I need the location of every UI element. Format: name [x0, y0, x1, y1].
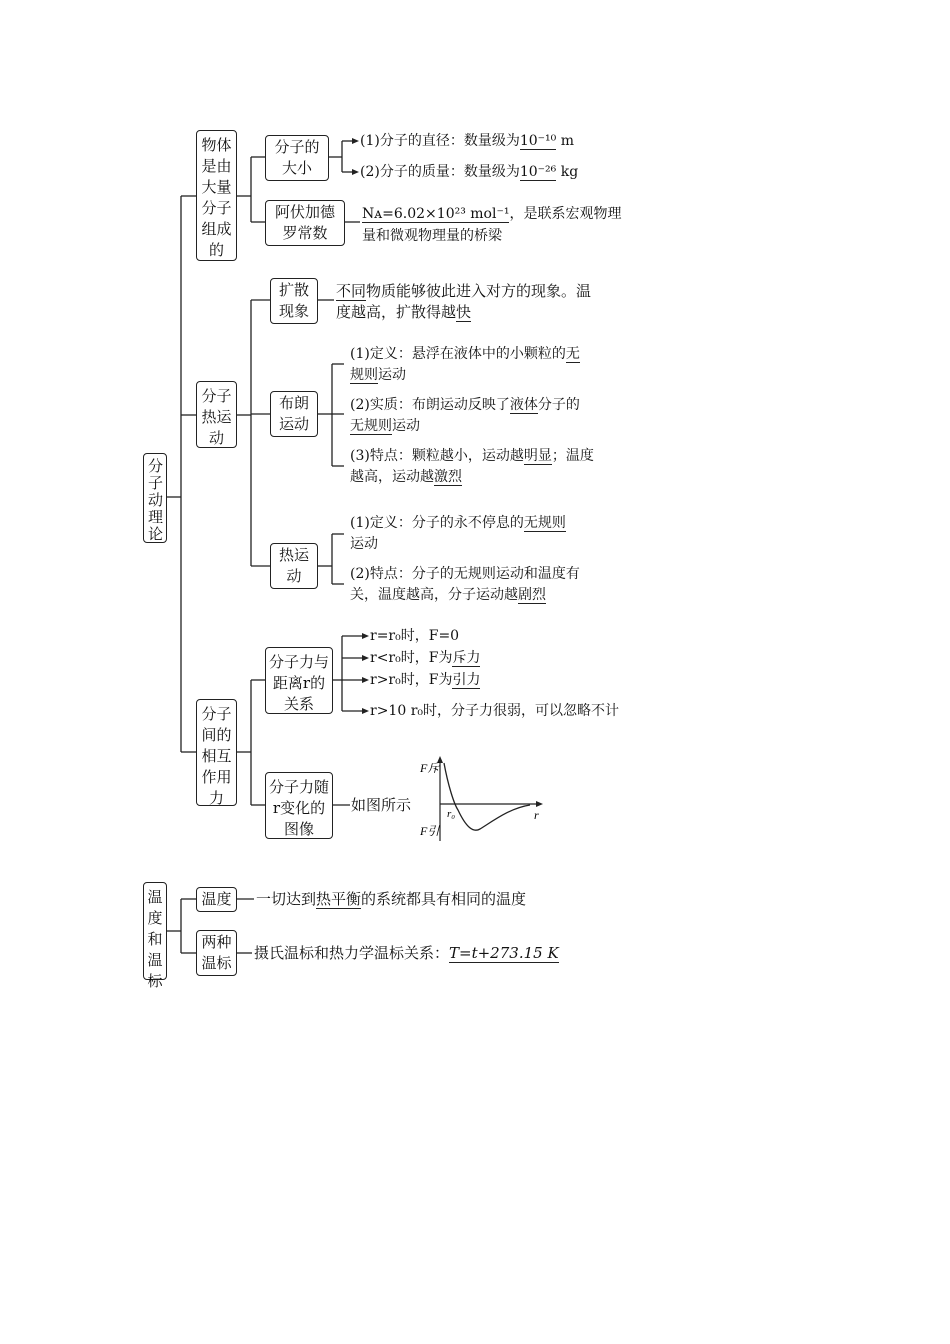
node-avogadro [265, 200, 345, 246]
node-temp-scales-label: 两种温标 [201, 933, 232, 972]
brownian-definition [350, 344, 580, 386]
force-case-equal-text: r=r₀时，F=0 [370, 628, 460, 644]
force-case-less-text: r<r₀时，F为 [370, 650, 453, 666]
thermal-p1b: 运动 [350, 536, 378, 552]
brownian-p1b-u: 规则 [350, 367, 378, 383]
node-thermal-label: 热运动 [278, 546, 309, 585]
temperature-text-u: 热平衡 [316, 890, 362, 908]
force-case-greater [370, 670, 480, 691]
diffusion-u2: 快 [456, 303, 472, 321]
node-intermolecular-force-label: 分子间的相互作用力 [201, 705, 232, 807]
graph-caption-text: 如图所示 [351, 796, 412, 814]
mass-text [360, 162, 578, 183]
avogadro-desc2: 量和微观物理量的桥梁 [362, 228, 502, 244]
diffusion-text [336, 281, 591, 323]
brownian-p1a: (1)定义：悬浮在液体中的小颗粒的 [350, 346, 566, 362]
mass-value: 10⁻²⁶ [519, 164, 557, 180]
thermal-definition [350, 513, 566, 555]
diameter-text [360, 131, 574, 152]
force-case-greater-text: r>r₀时，F为 [370, 672, 453, 688]
brownian-p2b-u: 无规则 [350, 418, 392, 434]
node-temperature [196, 887, 237, 912]
brownian-p3a: (3)特点：颗粒越小，运动越 [350, 448, 524, 464]
diameter-value: 10⁻¹⁰ [519, 133, 557, 149]
brownian-p2a2: 分子的 [537, 397, 580, 413]
thermal-features [350, 564, 580, 606]
node-intermolecular-force [196, 699, 237, 806]
force-curve-graph [418, 755, 548, 845]
thermal-p2b: 关，温度越高，分子运动越 [350, 587, 518, 603]
force-case-far-text: r>10 r₀时，分子力很弱，可以忽略不计 [370, 703, 619, 719]
node-temperature-root-label: 温度和温标 [147, 888, 163, 990]
temperature-text2: 的系统都具有相同的温度 [361, 890, 527, 908]
root-title: 分子动理论 [148, 457, 164, 543]
brownian-p2a: (2)实质：布朗运动反映了 [350, 397, 510, 413]
graph-caption [351, 795, 411, 816]
node-molecule-composition-label: 物体是由大量分子组成的 [201, 136, 232, 259]
node-thermal [270, 543, 318, 589]
node-molecule-composition [196, 130, 237, 261]
node-force-graph-label: 分子力随r变化的图像 [268, 778, 329, 838]
node-molecule-size-label: 分子的大小 [274, 138, 320, 177]
diameter-unit: m [556, 133, 575, 149]
mass-unit: kg [556, 164, 579, 180]
temp-scales-text [254, 943, 559, 964]
temperature-text [256, 889, 526, 910]
avogadro-text [362, 203, 621, 247]
brownian-features [350, 446, 594, 488]
node-diffusion [270, 278, 318, 324]
brownian-p1a-u: 无 [565, 346, 580, 362]
node-force-graph [265, 772, 333, 839]
diameter-prefix: (1)分子的直径：数量级为 [360, 133, 520, 149]
force-case-less [370, 648, 480, 669]
diffusion-line2: 度越高，扩散得越 [336, 303, 457, 321]
mass-prefix: (2)分子的质量：数量级为 [360, 164, 520, 180]
graph-label-r0: r₀ [447, 808, 456, 820]
brownian-p3b: 越高，运动越 [350, 469, 434, 485]
temp-scales-formula: T=t+273.15 K [449, 944, 559, 962]
node-force-distance-label: 分子力与距离r的关系 [268, 653, 329, 713]
diffusion-u1: 不同 [336, 282, 367, 300]
graph-curve [444, 763, 530, 830]
thermal-p1a-u: 无规则 [523, 515, 566, 531]
thermal-p1a: (1)定义：分子的永不停息的 [350, 515, 524, 531]
node-temp-scales [196, 930, 237, 976]
brownian-p3b-u: 激烈 [434, 469, 462, 485]
node-brownian-label: 布朗运动 [278, 394, 309, 433]
thermal-p2a: (2)特点：分子的无规则运动和温度有 [350, 566, 580, 582]
node-thermal-motion-label: 分子热运动 [201, 387, 232, 447]
node-force-distance [265, 647, 333, 714]
node-temperature-label: 温度 [201, 890, 232, 908]
node-diffusion-label: 扩散现象 [278, 281, 309, 320]
node-thermal-motion [196, 381, 237, 448]
diffusion-line1: 物质能够彼此进入对方的现象。温 [366, 282, 592, 300]
temp-scales-desc: 摄氏温标和热力学温标关系： [254, 944, 450, 962]
temperature-text1: 一切达到 [256, 890, 317, 908]
avogadro-formula: Nᴀ=6.02×10²³ mol⁻¹ [362, 206, 510, 222]
brownian-p3a2: ；温度 [551, 448, 594, 464]
graph-label-r: r [534, 808, 539, 822]
force-case-greater-u: 引力 [452, 672, 481, 688]
avogadro-desc1: ，是联系宏观物理 [509, 206, 622, 222]
graph-label-f-rep: F斥 [420, 761, 440, 775]
graph-label-f-att: F引 [420, 824, 440, 838]
force-case-less-u: 斥力 [452, 650, 481, 666]
brownian-essence [350, 395, 580, 437]
brownian-p2a-u: 液体 [509, 397, 538, 413]
graph-x-arrow [536, 801, 543, 807]
thermal-p2b-u: 剧烈 [518, 587, 546, 603]
brownian-p1b: 运动 [378, 367, 406, 383]
node-brownian [270, 391, 318, 437]
node-temperature-root [143, 882, 167, 990]
root-node [143, 453, 167, 543]
brownian-p3a-u: 明显 [523, 448, 552, 464]
node-avogadro-label: 阿伏加德罗常数 [274, 203, 335, 242]
force-case-far [370, 701, 619, 722]
brownian-p2b: 运动 [392, 418, 420, 434]
node-molecule-size [265, 135, 329, 181]
force-case-equal [370, 626, 459, 647]
